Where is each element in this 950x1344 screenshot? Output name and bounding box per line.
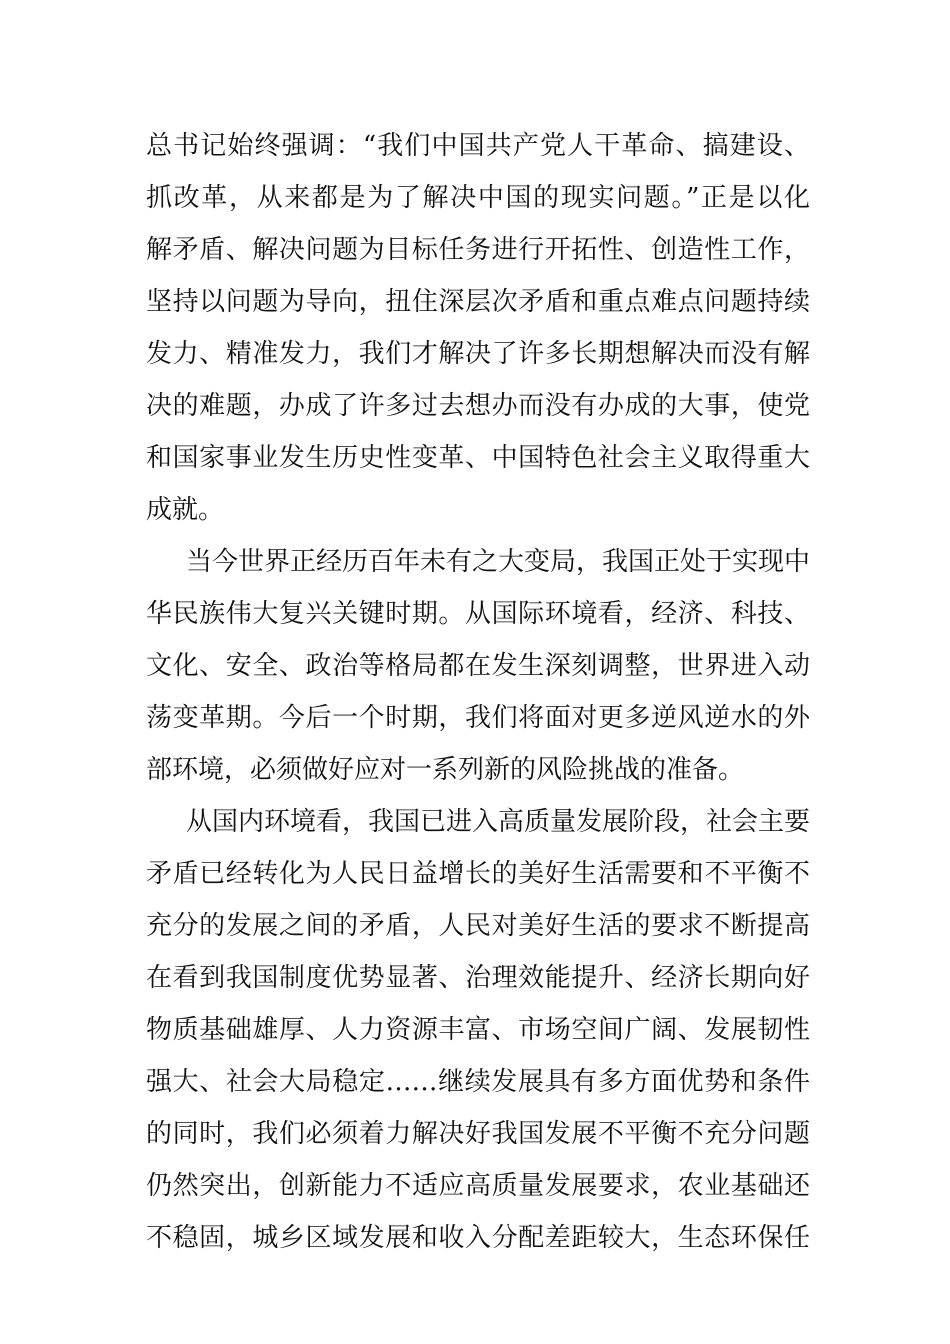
text-line: 仍然突出，创新能力不适应高质量发展要求，农业基础还 bbox=[146, 1171, 810, 1201]
paragraph-1 bbox=[146, 120, 810, 536]
text-line: 解矛盾、解决问题为目标任务进行开拓性、创造性工作， bbox=[146, 235, 810, 265]
text-line: 部环境，必须做好应对一系列新的风险挑战的准备。 bbox=[146, 755, 745, 785]
paragraph-2 bbox=[146, 536, 810, 796]
text-line: 当今世界正经历百年未有之大变局，我国正处于实现中 bbox=[186, 547, 811, 577]
text-line: 从国内环境看，我国已进入高质量发展阶段，社会主要 bbox=[186, 807, 811, 837]
text-line: 决的难题，办成了许多过去想办而没有办成的大事，使党 bbox=[146, 391, 810, 421]
text-line: 成就。 bbox=[146, 495, 225, 525]
text-line: 的同时，我们必须着力解决好我国发展不平衡不充分问题 bbox=[146, 1119, 810, 1149]
text-line: 文化、安全、政治等格局都在发生深刻调整，世界进入动 bbox=[146, 651, 810, 681]
text-line: 不稳固，城乡区域发展和收入分配差距较大，生态环保任 bbox=[146, 1223, 810, 1253]
text-line: 在看到我国制度优势显著、治理效能提升、经济长期向好 bbox=[146, 963, 810, 993]
text-line: 充分的发展之间的矛盾，人民对美好生活的要求不断提高 bbox=[146, 911, 810, 941]
text-line: 矛盾已经转化为人民日益增长的美好生活需要和不平衡不 bbox=[146, 859, 810, 889]
paragraph-3 bbox=[146, 796, 810, 1264]
text-line: 强大、社会大局稳定……继续发展具有多方面优势和条件 bbox=[146, 1067, 810, 1097]
text-line: 发力、精准发力，我们才解决了许多长期想解决而没有解 bbox=[146, 339, 810, 369]
text-line: 抓改革，从来都是为了解决中国的现实问题。”正是以化 bbox=[146, 183, 810, 213]
text-line: 和国家事业发生历史性变革、中国特色社会主义取得重大 bbox=[146, 443, 810, 473]
text-line: 华民族伟大复兴关键时期。从国际环境看，经济、科技、 bbox=[146, 599, 810, 629]
text-line: 总书记始终强调：“我们中国共产党人干革命、搞建设、 bbox=[146, 131, 810, 161]
text-line: 物质基础雄厚、人力资源丰富、市场空间广阔、发展韧性 bbox=[146, 1015, 810, 1045]
body-text bbox=[146, 120, 810, 1264]
text-line: 坚持以问题为导向，扭住深层次矛盾和重点难点问题持续 bbox=[146, 287, 810, 317]
text-line: 荡变革期。今后一个时期，我们将面对更多逆风逆水的外 bbox=[146, 703, 810, 733]
